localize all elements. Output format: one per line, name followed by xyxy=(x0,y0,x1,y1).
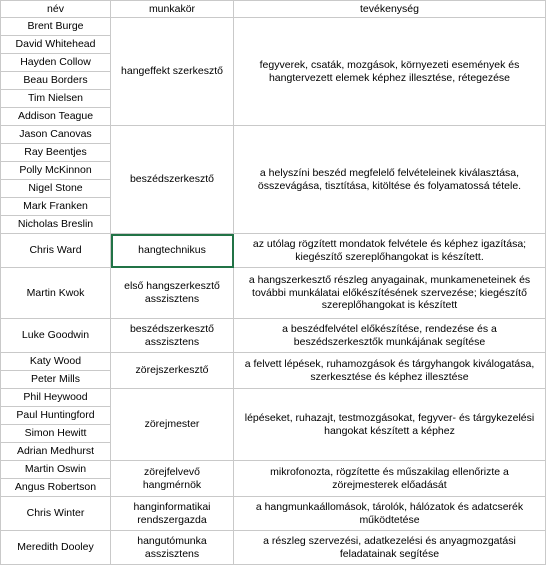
name-cell[interactable]: Beau Borders xyxy=(1,72,111,90)
name-cell[interactable]: Adrian Medhurst xyxy=(1,443,111,461)
activity-cell[interactable]: a hangszerkesztő részleg anyagainak, munkameneteinek és további munkálatai előkészítésének szervezése; kiegészítő szereplőhangokat is készített xyxy=(234,268,546,319)
activity-cell[interactable]: fegyverek, csaták, mozgások, környezeti események és hangtervezett elemek képhez illesztése, rétegezése xyxy=(234,18,546,126)
name-cell[interactable]: Angus Robertson xyxy=(1,479,111,497)
role-cell[interactable]: első hangszerkesztő asszisztens xyxy=(111,268,234,319)
role-cell[interactable]: beszédszerkesztő asszisztens xyxy=(111,319,234,353)
name-cell[interactable]: Simon Hewitt xyxy=(1,425,111,443)
table-row xyxy=(1,461,546,479)
table-row xyxy=(1,234,546,268)
table-row xyxy=(1,531,546,565)
table-row xyxy=(1,268,546,319)
name-cell[interactable]: Polly McKinnon xyxy=(1,162,111,180)
activity-cell[interactable]: a helyszíni beszéd megfelelő felvételeinek kiválasztása, összevágása, tisztítása, kitöltése és folyamatossá tétele. xyxy=(234,126,546,234)
name-cell[interactable]: Katy Wood xyxy=(1,353,111,371)
table-row xyxy=(1,126,546,144)
activity-cell[interactable]: lépéseket, ruhazajt, testmozgásokat, fegyver- és tárgykezelési hangokat készített a képhez xyxy=(234,389,546,461)
activity-cell[interactable]: mikrofonozta, rögzítette és műszakilag ellenőrizte a zörejmesterek előadását xyxy=(234,461,546,497)
name-cell[interactable]: Brent Burge xyxy=(1,18,111,36)
table-row xyxy=(1,319,546,353)
table-row xyxy=(1,353,546,371)
name-cell[interactable]: Martin Oswin xyxy=(1,461,111,479)
role-cell[interactable]: zörejfelvevő hangmérnök xyxy=(111,461,234,497)
table-row xyxy=(1,389,546,407)
activity-cell[interactable]: a részleg szervezési, adatkezelési és anyagmozgatási feladatainak segítése xyxy=(234,531,546,565)
name-cell[interactable]: Tim Nielsen xyxy=(1,90,111,108)
table-row xyxy=(1,18,546,36)
name-cell[interactable]: David Whitehead xyxy=(1,36,111,54)
header-cell-role[interactable]: munkakör xyxy=(111,1,234,18)
role-cell[interactable]: beszédszerkesztő xyxy=(111,126,234,234)
name-cell[interactable]: Ray Beentjes xyxy=(1,144,111,162)
table-row xyxy=(1,497,546,531)
role-cell[interactable]: hangutómunka asszisztens xyxy=(111,531,234,565)
activity-cell[interactable]: az utólag rögzített mondatok felvétele és képhez igazítása; kiegészítő szereplőhangokat is készített. xyxy=(234,234,546,268)
name-cell[interactable]: Jason Canovas xyxy=(1,126,111,144)
role-cell[interactable]: hangeffekt szerkesztő xyxy=(111,18,234,126)
name-cell[interactable]: Meredith Dooley xyxy=(1,531,111,565)
header-row xyxy=(1,1,546,18)
role-cell[interactable]: hanginformatikai rendszergazda xyxy=(111,497,234,531)
role-cell[interactable]: zörejmester xyxy=(111,389,234,461)
role-cell[interactable]: zörejszerkesztő xyxy=(111,353,234,389)
name-cell[interactable]: Luke Goodwin xyxy=(1,319,111,353)
name-cell[interactable]: Mark Franken xyxy=(1,198,111,216)
activity-cell[interactable]: a beszédfelvétel előkészítése, rendezése és a beszédszerkesztők munkájának segítése xyxy=(234,319,546,353)
name-cell[interactable]: Addison Teague xyxy=(1,108,111,126)
name-cell[interactable]: Hayden Collow xyxy=(1,54,111,72)
name-cell[interactable]: Peter Mills xyxy=(1,371,111,389)
name-cell[interactable]: Martin Kwok xyxy=(1,268,111,319)
name-cell[interactable]: Nicholas Breslin xyxy=(1,216,111,234)
header-cell-name[interactable]: név xyxy=(1,1,111,18)
name-cell[interactable]: Nigel Stone xyxy=(1,180,111,198)
name-cell[interactable]: Chris Ward xyxy=(1,234,111,268)
activity-cell[interactable]: a hangmunkaállomások, tárolók, hálózatok és adatcserék működtetése xyxy=(234,497,546,531)
header-cell-activity[interactable]: tevékenység xyxy=(234,1,546,18)
activity-cell[interactable]: a felvett lépések, ruhamozgások és tárgyhangok kiválogatása, szerkesztése és képhez illesztése xyxy=(234,353,546,389)
name-cell[interactable]: Phil Heywood xyxy=(1,389,111,407)
role-cell-selected[interactable]: hangtechnikus xyxy=(111,234,234,268)
name-cell[interactable]: Paul Huntingford xyxy=(1,407,111,425)
name-cell[interactable]: Chris Winter xyxy=(1,497,111,531)
